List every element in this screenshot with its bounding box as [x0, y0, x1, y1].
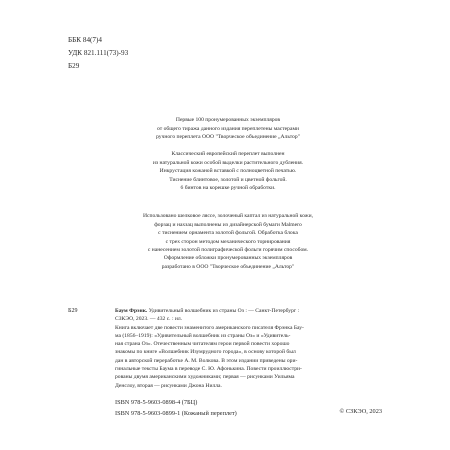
text-line: с трех сторон методом механического торнирования	[165, 238, 291, 245]
annotation-line: дан в авторской переработке А. М. Волкова. В этом издании приведены ори-	[115, 357, 298, 364]
text-line: с тиснением орнамента золотой фольгой. Обработка блока	[158, 230, 298, 237]
text-line: разработано в ООО "Творческое объединение „Альтор"	[161, 263, 295, 270]
annotation-line: Денслоу, вторая — рисунками Джона Нилла.	[115, 382, 222, 389]
isbn-line: ISBN 978-5-9603-0899-1 (Кожаный переплет)	[115, 410, 237, 417]
text-line: форзац и нахзац выполнены из дизайнерской бумаги Malmero	[154, 221, 302, 228]
classification-codes	[68, 34, 128, 73]
text-line: Инкрустация кожаной вставкой с полноцветной печатью.	[159, 168, 297, 175]
text-line: Первые 100 пронумерованных экземпляров	[175, 117, 281, 123]
annotation-line: ма (1856–1919): «Удивительный волшебник из страны Оз» и «Удивитель-	[115, 332, 291, 339]
author-mark: Б29	[68, 62, 80, 70]
annotation-line: знакомы по книге «Волшебник Изумрудного города», в основу которой был	[115, 349, 296, 356]
binding-note	[108, 150, 348, 193]
text-line: Использовано шелковое ляссе, золоченый каптал из натуральной кожи,	[143, 213, 313, 219]
text-line: Тиснение блинтовое, золотой и цветной фольгой.	[169, 176, 287, 183]
bbk-code: ББК 84(7)4	[68, 36, 103, 44]
numbered-copies-note	[108, 116, 348, 142]
catalog-code: Б29	[68, 308, 78, 314]
catalog-author: Баум Фрэнк.	[115, 308, 148, 314]
isbn-line: ISBN 978-5-9603-0898-4 (7БЦ)	[115, 399, 198, 406]
text-line: от общего тиража данного издания переплетены мастерами	[157, 125, 299, 132]
annotation-line: ная страна Оз». Отечественным читателям герои первой повести хорошо	[115, 341, 290, 348]
text-line: Оформление обложки пронумерованных экземпляров	[163, 255, 293, 261]
annotation-line: рованы двумя американскими художниками; первая — рисунками Уильяма	[115, 374, 295, 381]
text-line: с нанесением золотой полиграфической фольги горячим способом.	[147, 247, 309, 254]
text-line: Классический европейский переплет выполнен	[171, 151, 285, 157]
isbn-list	[115, 397, 237, 419]
annotation-line: Книга включает две повести знаменитого американского писателя Фрэнка Бау-	[115, 324, 304, 331]
catalog-title-line	[115, 307, 383, 315]
catalog-title: Удивительный волшебник из страны Оз : — Санкт-Петербург :	[147, 308, 300, 314]
text-line: 6 бинтов на корешке ручной обработки.	[180, 185, 276, 192]
annotation-line: гинальные тексты Баума в переводе С. Ю. Афонькина. Повести проиллюстри-	[115, 366, 302, 373]
copyright-notice: © СЗКЭО, 2023	[339, 408, 382, 415]
catalog-body	[115, 307, 383, 390]
text-line: ручного переплета ООО "Творческое объединение „Альтор"	[156, 134, 300, 141]
cover-design-note	[108, 254, 348, 271]
udk-code: УДК 821.111(73)-93	[68, 49, 129, 57]
catalog-imprint: СЗКЭО, 2023. — 432 с. : ил.	[115, 316, 183, 323]
text-line: из натуральной кожи особой выделки растительного дубления.	[152, 159, 304, 166]
materials-note	[108, 212, 348, 255]
